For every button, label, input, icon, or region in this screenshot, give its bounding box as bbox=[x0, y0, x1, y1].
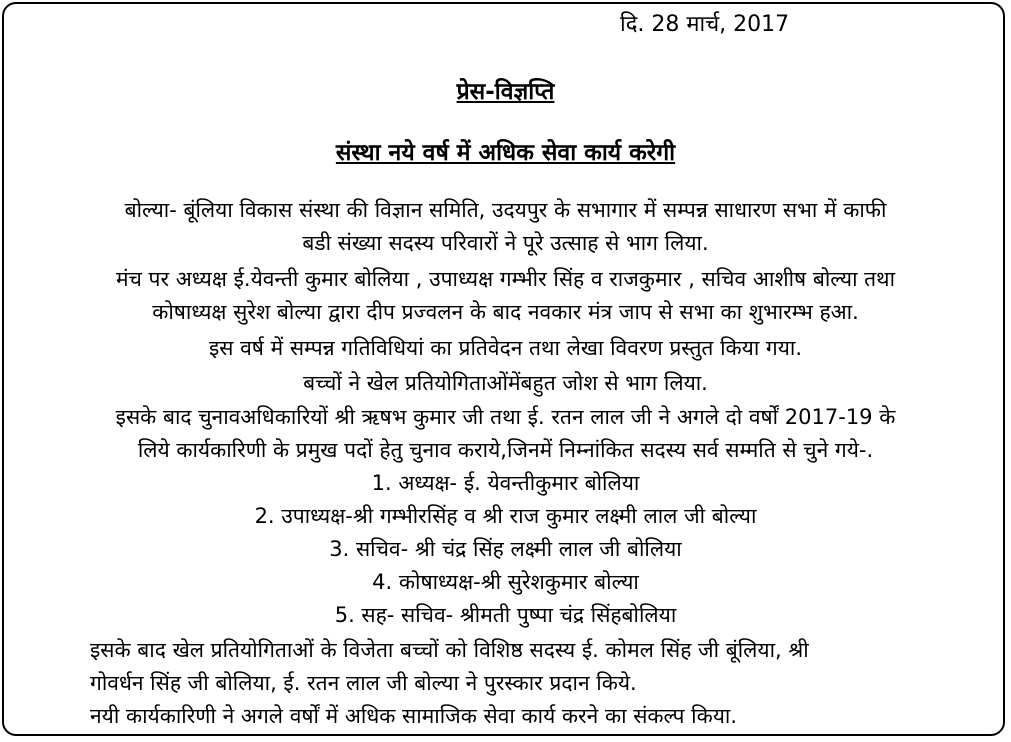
document-date: दि. 28 मार्च, 2017 bbox=[620, 12, 790, 37]
office-bearer-item: 4. कोषाध्यक्ष-श्री सुरेशकुमार बोल्या bbox=[372, 570, 639, 594]
paragraph-line: लिये कार्यकारिणी के प्रमुख पदों हेतु चुनाव कराये,जिनमें निम्नांकित सदस्य सर्व सम्मति से चुने गये-. bbox=[137, 438, 874, 462]
paragraph-line: मंच पर अध्यक्ष ई.येवन्ती कुमार बोलिया , उपाध्यक्ष गम्भीर सिंह व राजकुमार , सचिव आशीष बोल्या तथा bbox=[115, 267, 896, 291]
closing-line: नयी कार्यकारिणी ने अगले वर्षों में अधिक सामाजिक सेवा कार्य करने का संकल्प किया. bbox=[90, 704, 738, 728]
office-bearer-item: 1. अध्यक्ष- ई. येवन्तीकुमार बोलिया bbox=[371, 471, 640, 495]
office-bearer-item: 5. सह- सचिव- श्रीमती पुष्पा चंद्र सिंहबोलिया bbox=[334, 603, 677, 627]
office-bearer-item: 2. उपाध्यक्ष-श्री गम्भीरसिंह व श्री राज कुमार लक्ष्मी लाल जी बोल्या bbox=[254, 504, 757, 528]
paragraph-line: इस वर्ष में सम्पन्न गतिविधियां का प्रतिवेदन तथा लेखा विवरण प्रस्तुत किया गया. bbox=[208, 336, 803, 360]
paragraph-line: बच्चों ने खेल प्रतियोगिताओंमेंबहुत जोश से भाग लिया. bbox=[303, 371, 708, 395]
closing-line: इसके बाद खेल प्रतियोगिताओं के विजेता बच्चों को विशिष्ठ सदस्य ई. कोमल सिंह जी बूंलिया, श्री bbox=[90, 638, 809, 662]
press-release-subtitle: संस्था नये वर्ष में अधिक सेवा कार्य करेगी bbox=[335, 140, 676, 166]
closing-line: गोवर्धन सिंह जी बोलिया, ई. रतन लाल जी बोल्या ने पुरस्कार प्रदान किये. bbox=[90, 671, 637, 695]
paragraph-line: बोल्या- बूंलिया विकास संस्था की विज्ञान समिति, उदयपुर के सभागार में सम्पन्न साधारण सभा में काफी bbox=[124, 198, 887, 222]
paragraph-line: बडी संख्या सदस्य परिवारों ने पूरे उत्साह से भाग लिया. bbox=[302, 231, 709, 255]
paragraph-line: इसके बाद चुनावअधिकारियों श्री ऋषभ कुमार जी तथा ई. रतन लाल जी ने अगले दो वर्षों 2017-19 के bbox=[115, 405, 896, 429]
press-release-title: प्रेस-विज्ञप्ति bbox=[456, 79, 555, 105]
paragraph-line: कोषाध्यक्ष सुरेश बोल्या द्वारा दीप प्रज्वलन के बाद नवकार मंत्र जाप से सभा का शुभारम्भ हआ. bbox=[152, 300, 859, 324]
office-bearer-item: 3. सचिव- श्री चंद्र सिंह लक्ष्मी लाल जी बोलिया bbox=[329, 537, 682, 561]
